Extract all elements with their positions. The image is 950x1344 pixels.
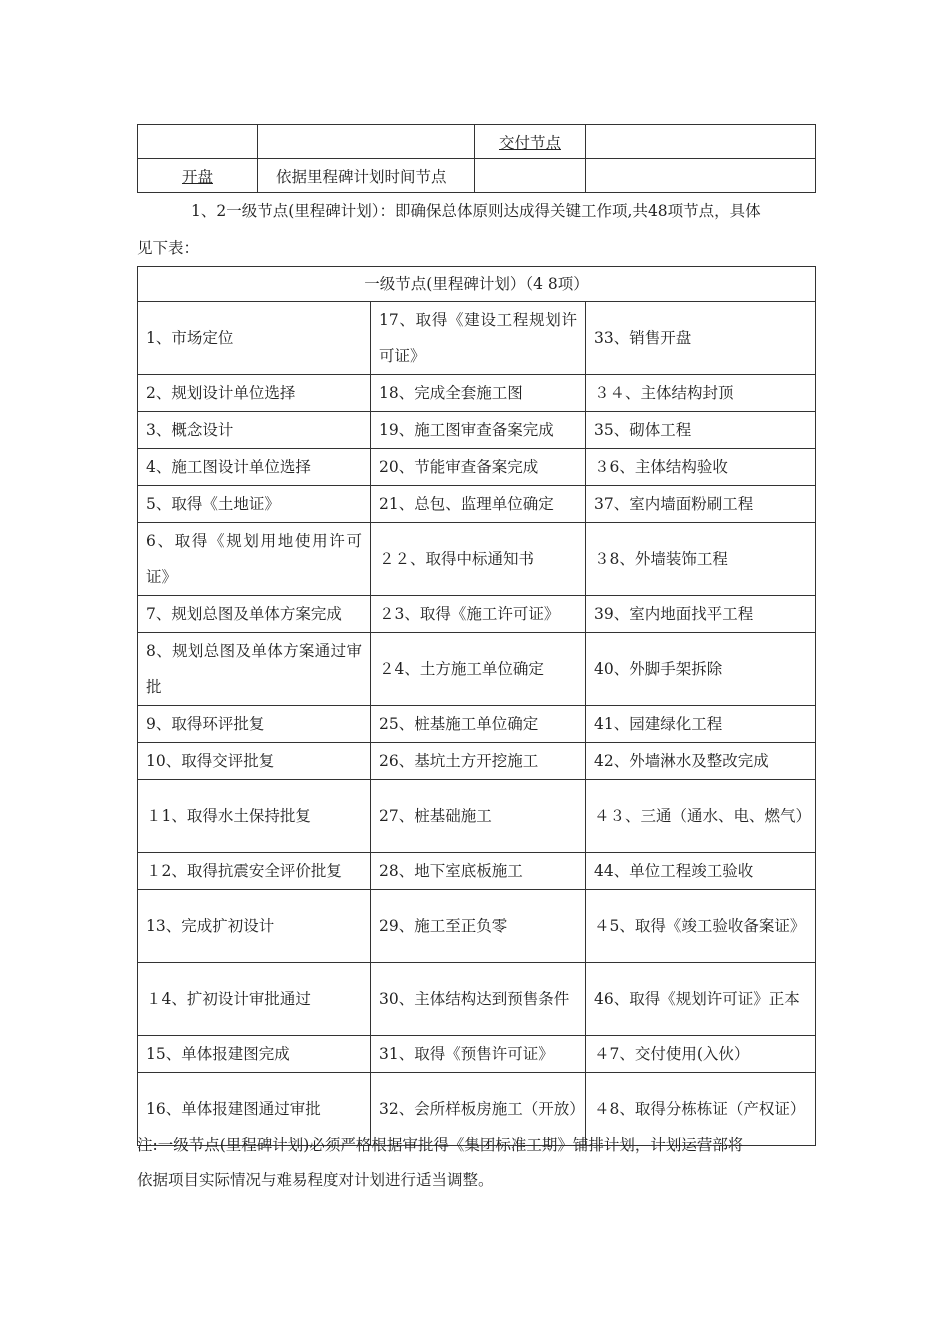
table-cell: 25、桩基施工单位确定 <box>371 706 586 743</box>
table-cell: 17、取得《建设工程规划许可证》 <box>371 302 586 375</box>
note-line-2: 依据项目实际情况与难易程度对计划进行适当调整。 <box>137 1171 494 1189</box>
table-row <box>138 633 816 706</box>
table-cell: 26、基坑土方开挖施工 <box>371 743 586 780</box>
top-table <box>137 124 816 193</box>
milestone-table <box>137 266 816 1146</box>
table-cell: 15、单体报建图完成 <box>138 1036 371 1073</box>
table-cell: 30、主体结构达到预售条件 <box>371 963 586 1036</box>
opening-label: 开盘 <box>181 167 213 186</box>
table-cell: 31、取得《预售许可证》 <box>371 1036 586 1073</box>
table-cell: 7、规划总图及单体方案完成 <box>138 596 371 633</box>
table-cell: 44、单位工程竣工验收 <box>586 853 816 890</box>
table-cell: 9、取得环评批复 <box>138 706 371 743</box>
table-row <box>138 1036 816 1073</box>
table-cell: 28、地下室底板施工 <box>371 853 586 890</box>
table-cell: 20、节能审查备案完成 <box>371 449 586 486</box>
delivery-node-label: 交付节点 <box>498 133 561 152</box>
table-row <box>138 486 816 523</box>
table-cell: 3、概念设计 <box>138 412 371 449</box>
table-cell: ３8、外墙装饰工程 <box>586 523 816 596</box>
note-line-1: 注:一级节点(里程碑计划)必须严格根据审批得《集团标准工期》铺排计划，计划运营部将 <box>137 1136 744 1154</box>
table-cell <box>258 125 475 159</box>
table-cell: 40、外脚手架拆除 <box>586 633 816 706</box>
table-cell: 16、单体报建图通过审批 <box>138 1073 371 1146</box>
table-row <box>138 375 816 412</box>
table-row <box>138 890 816 963</box>
table-cell: １4、扩初设计审批通过 <box>138 963 371 1036</box>
table-cell: 27、桩基础施工 <box>371 780 586 853</box>
table-cell: ３４、主体结构封顶 <box>586 375 816 412</box>
table-cell: 46、取得《规划许可证》正本 <box>586 963 816 1036</box>
table-cell: 29、施工至正负零 <box>371 890 586 963</box>
table-cell <box>138 159 258 193</box>
table-cell: 39、室内地面找平工程 <box>586 596 816 633</box>
table-cell: 32、会所样板房施工（开放） <box>371 1073 586 1146</box>
table-cell: 13、完成扩初设计 <box>138 890 371 963</box>
table-row <box>138 449 816 486</box>
table-cell: 41、园建绿化工程 <box>586 706 816 743</box>
table-cell: ３6、主体结构验收 <box>586 449 816 486</box>
table-row <box>138 159 816 193</box>
table-cell: 21、总包、监理单位确定 <box>371 486 586 523</box>
intro-line-1: 1、2一级节点(里程碑计划）：即确保总体原则达成得关键工作项,共48项节点，具体 <box>191 202 761 220</box>
table-row <box>138 412 816 449</box>
table-row <box>138 523 816 596</box>
table-cell <box>475 125 586 159</box>
table-cell: 5、取得《土地证》 <box>138 486 371 523</box>
table-cell: 1、市场定位 <box>138 302 371 375</box>
table-row <box>138 780 816 853</box>
table-cell: 2、规划设计单位选择 <box>138 375 371 412</box>
table-cell: ２3、取得《施工许可证》 <box>371 596 586 633</box>
table-header: 一级节点(里程碑计划）（4 8项） <box>138 267 816 302</box>
table-cell: 18、完成全套施工图 <box>371 375 586 412</box>
table-row <box>138 853 816 890</box>
table-cell: 10、取得交评批复 <box>138 743 371 780</box>
table-cell: ４7、交付使用(入伙） <box>586 1036 816 1073</box>
intro-line-2: 见下表： <box>137 239 200 257</box>
table-row <box>138 596 816 633</box>
table-row <box>138 706 816 743</box>
table-cell <box>586 159 816 193</box>
table-cell: 42、外墙淋水及整改完成 <box>586 743 816 780</box>
table-cell: 8、规划总图及单体方案通过审批 <box>138 633 371 706</box>
table-row <box>138 743 816 780</box>
table-cell: ４8、取得分栋栋证（产权证） <box>586 1073 816 1146</box>
table-row <box>138 125 816 159</box>
table-row <box>138 963 816 1036</box>
table-cell: 35、砌体工程 <box>586 412 816 449</box>
table-cell: ２4、土方施工单位确定 <box>371 633 586 706</box>
table-cell: ４３、三通（通水、电、燃气） <box>586 780 816 853</box>
table-cell: 37、室内墙面粉刷工程 <box>586 486 816 523</box>
table-row <box>138 302 816 375</box>
table-cell: ４5、取得《竣工验收备案证》 <box>586 890 816 963</box>
table-cell <box>586 125 816 159</box>
table-cell: 19、施工图审查备案完成 <box>371 412 586 449</box>
table-cell <box>138 125 258 159</box>
table-cell: ２２、取得中标通知书 <box>371 523 586 596</box>
table-cell: １1、取得水土保持批复 <box>138 780 371 853</box>
table-header-row <box>138 267 816 302</box>
table-cell: 6、取得《规划用地使用许可证》 <box>138 523 371 596</box>
table-cell: 依据里程碑计划时间节点 <box>258 159 475 193</box>
table-cell: 33、销售开盘 <box>586 302 816 375</box>
table-cell: 4、施工图设计单位选择 <box>138 449 371 486</box>
table-cell <box>475 159 586 193</box>
table-cell: １2、取得抗震安全评价批复 <box>138 853 371 890</box>
